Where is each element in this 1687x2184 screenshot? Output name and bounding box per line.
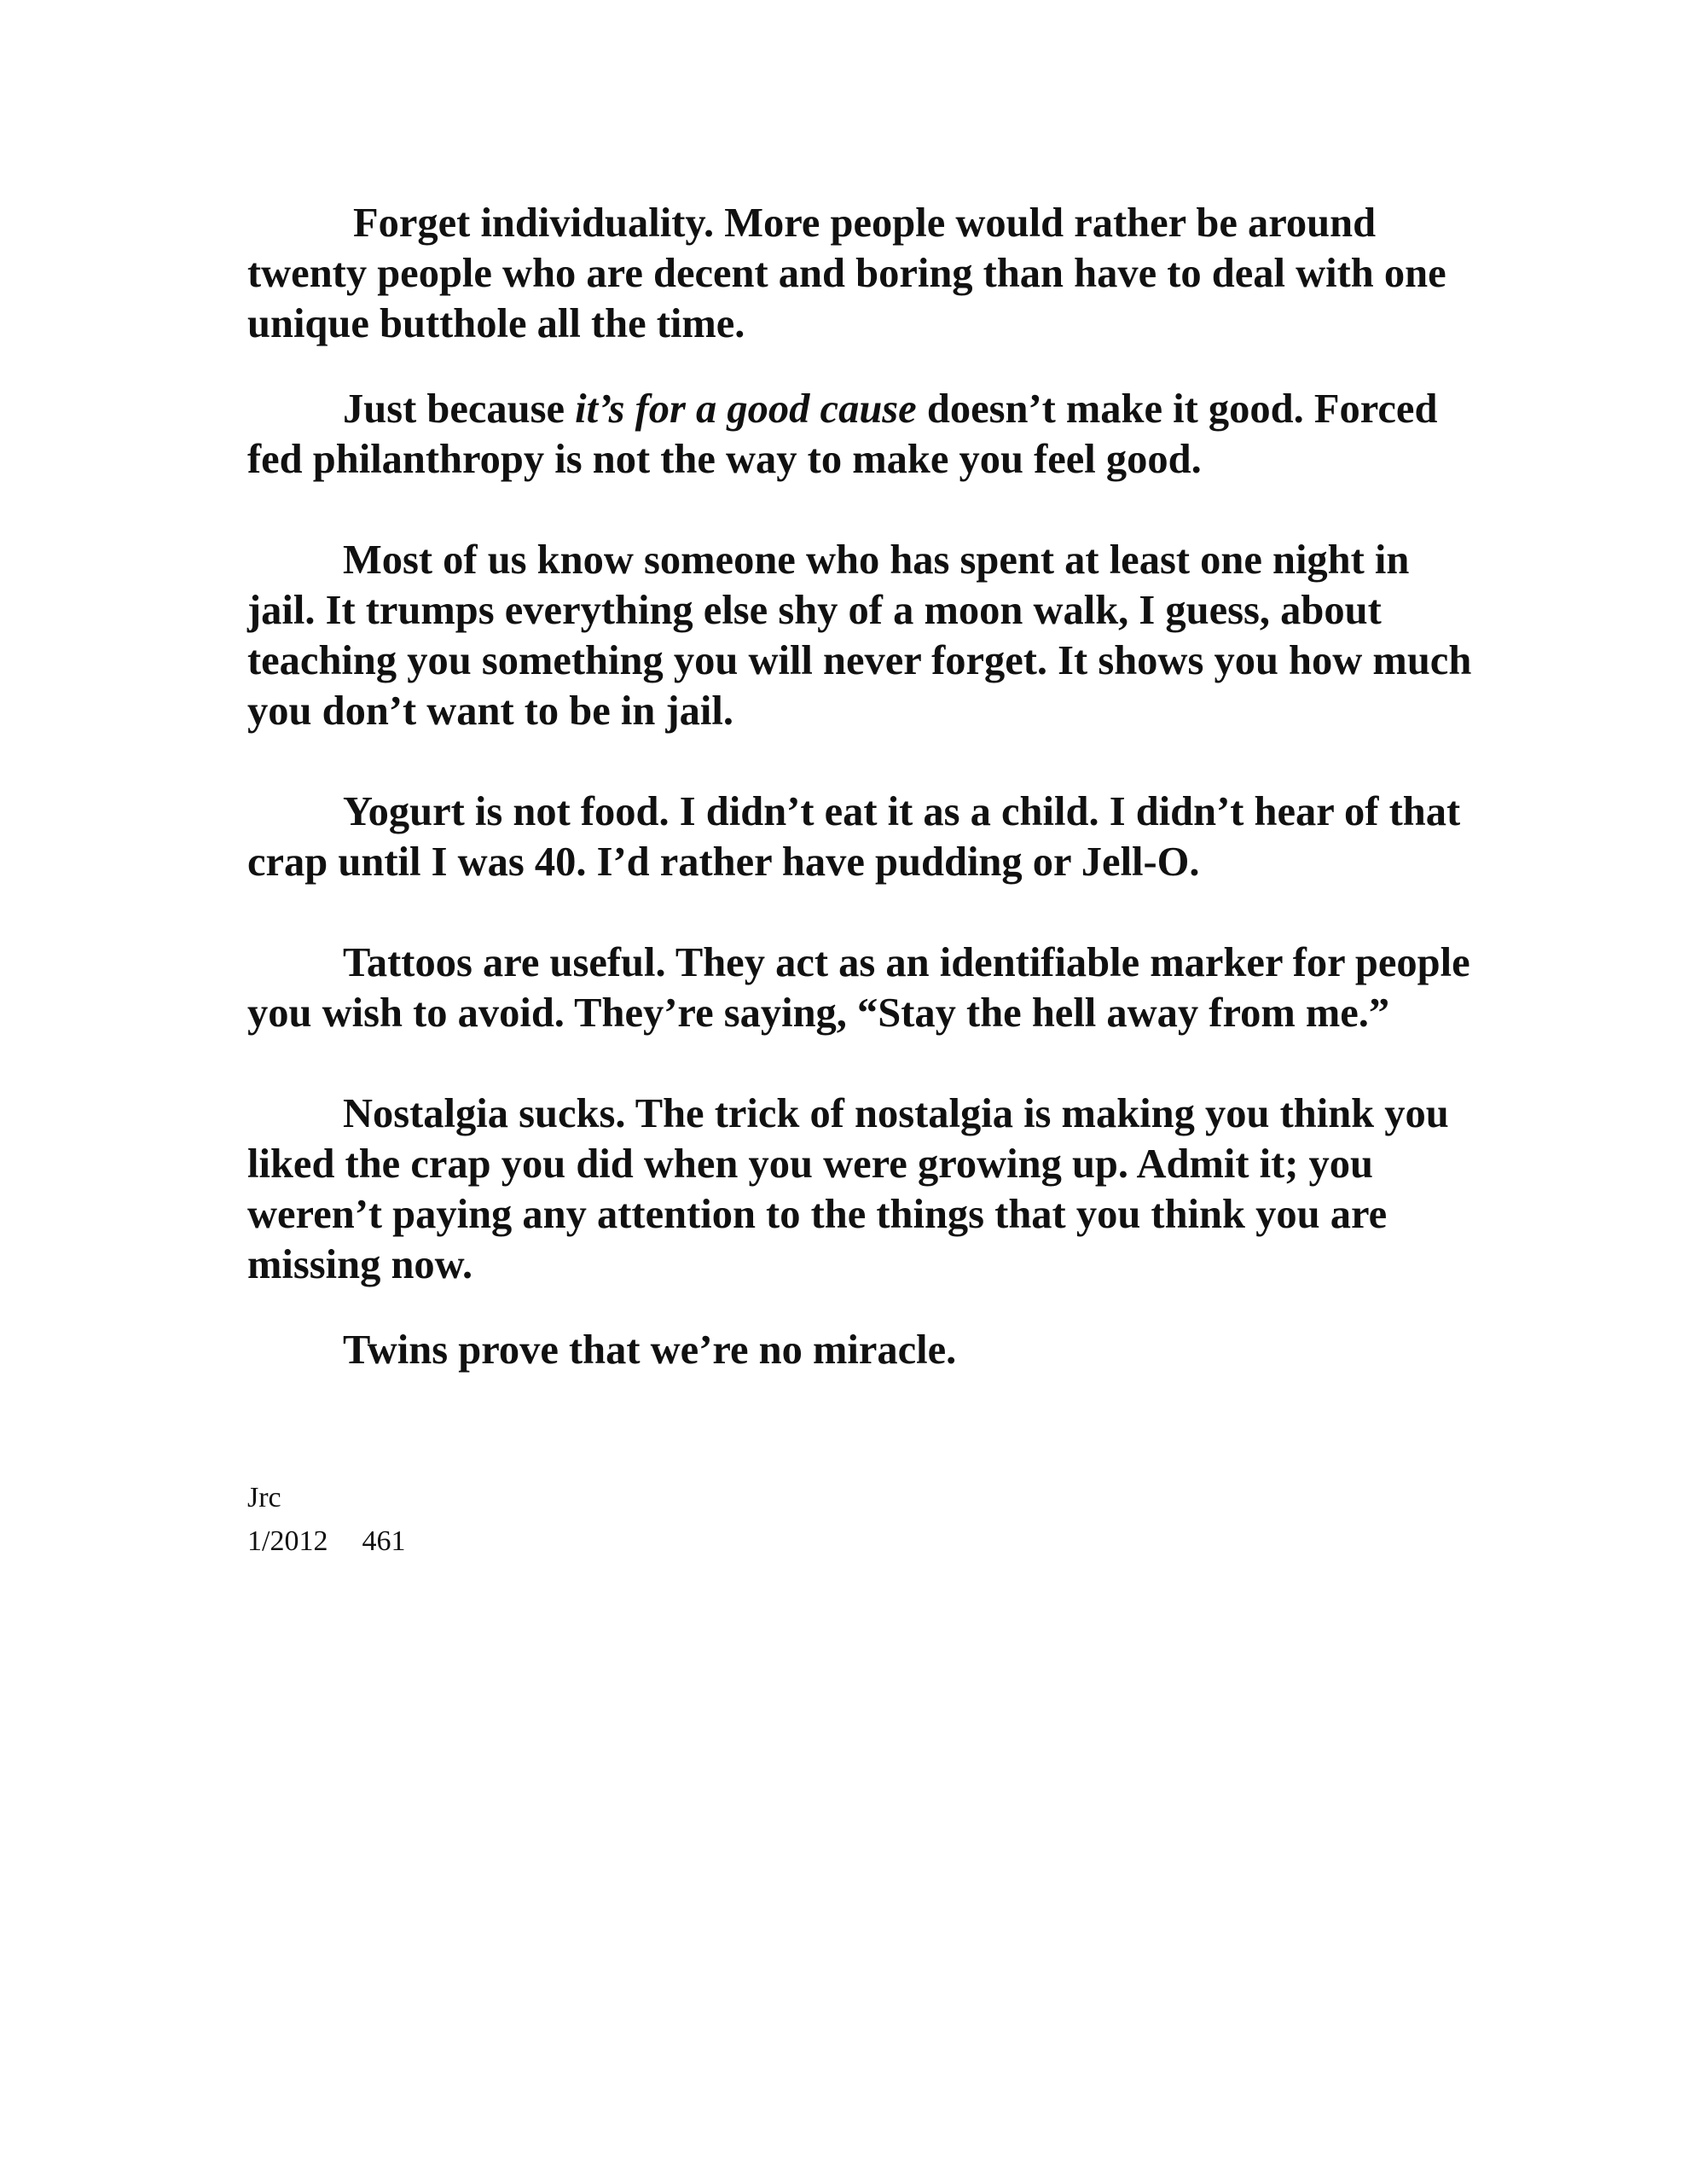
- paragraph-nostalgia: Nostalgia sucks. The trick of nostalgia is making you think you liked the crap you did when you were growing up. Admit it; you weren’t paying any attention to the things that you think you are missing now.: [247, 1091, 1449, 1287]
- footer-number: 461: [362, 1525, 406, 1557]
- paragraph-jail: Most of us know someone who has spent at least one night in jail. It trumps everything else shy of a moon walk, I guess, about teaching you something you will never forget. It shows you how much you don’t want to be in jail.: [247, 537, 1472, 734]
- footer-date-line: [247, 1519, 405, 1563]
- footer-date: 1/2012: [247, 1525, 328, 1557]
- paragraph-individuality: Forget individuality. More people would rather be around twenty people who are decent and boring than have to deal with one unique butthole all the time.: [247, 200, 1446, 346]
- paragraph-twins: Twins prove that we’re no miracle.: [343, 1327, 957, 1373]
- paragraph-tattoos: Tattoos are useful. They act as an identifiable marker for people you wish to avoid. They’re saying, “Stay the hell away from me.”: [247, 940, 1470, 1036]
- good-cause-text-after: doesn’t make it good. Forced fed philanthropy is not the way to make you feel good.: [247, 386, 1438, 482]
- paragraph-yogurt: Yogurt is not food. I didn’t eat it as a child. I didn’t hear of that crap until I was 40. I’d rather have pudding or Jell-O.: [247, 789, 1461, 885]
- good-cause-text-before: Just because: [343, 386, 576, 432]
- good-cause-emphasis: it’s for a good cause: [575, 386, 917, 432]
- footer-author: Jrc: [247, 1482, 281, 1513]
- paragraph-good-cause: [247, 384, 1475, 485]
- document-footer: [247, 1476, 405, 1563]
- document-body: [247, 198, 1475, 1375]
